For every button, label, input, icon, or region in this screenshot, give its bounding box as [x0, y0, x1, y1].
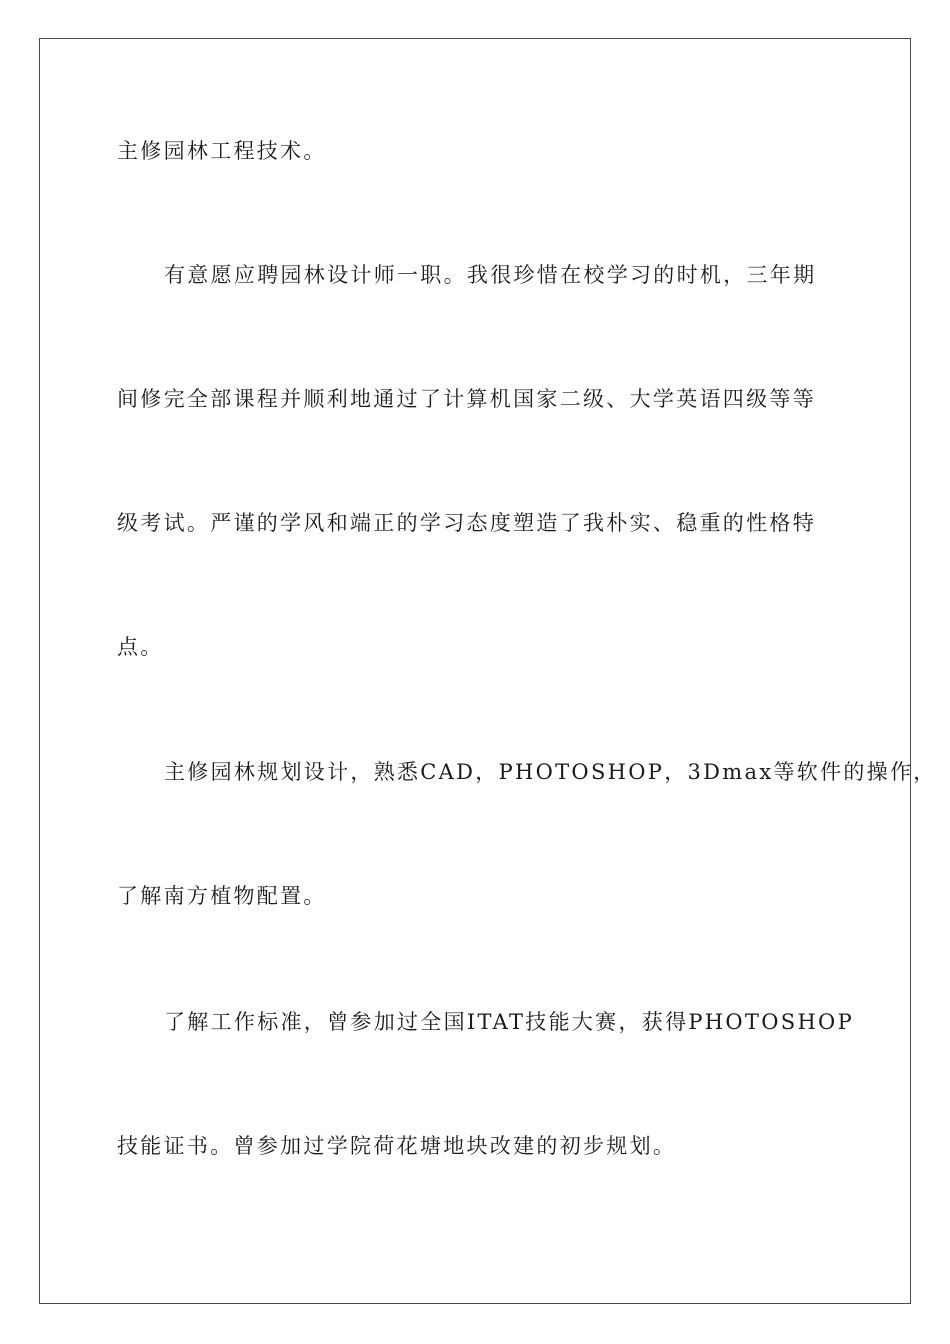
text-line-4: 级考试。严谨的学风和端正的学习态度塑造了我朴实、稳重的性格特 — [117, 511, 816, 535]
text-line-7: 了解南方植物配置。 — [117, 884, 327, 908]
text-line-5: 点。 — [117, 635, 164, 659]
text-line-8: 了解工作标准，曾参加过全国ITAT技能大赛，获得PHOTOSHOP — [164, 1010, 855, 1034]
text-line-6: 主修园林规划设计，熟悉CAD，PHOTOSHOP，3Dmax等软件的操作， — [164, 760, 937, 784]
page-border — [39, 38, 911, 1304]
text-line-1: 主修园林工程技术。 — [117, 139, 327, 163]
text-line-9: 技能证书。曾参加过学院荷花塘地块改建的初步规划。 — [117, 1134, 677, 1158]
text-line-3: 间修完全部课程并顺利地通过了计算机国家二级、大学英语四级等等 — [117, 387, 816, 411]
text-line-2: 有意愿应聘园林设计师一职。我很珍惜在校学习的时机，三年期 — [164, 263, 817, 287]
